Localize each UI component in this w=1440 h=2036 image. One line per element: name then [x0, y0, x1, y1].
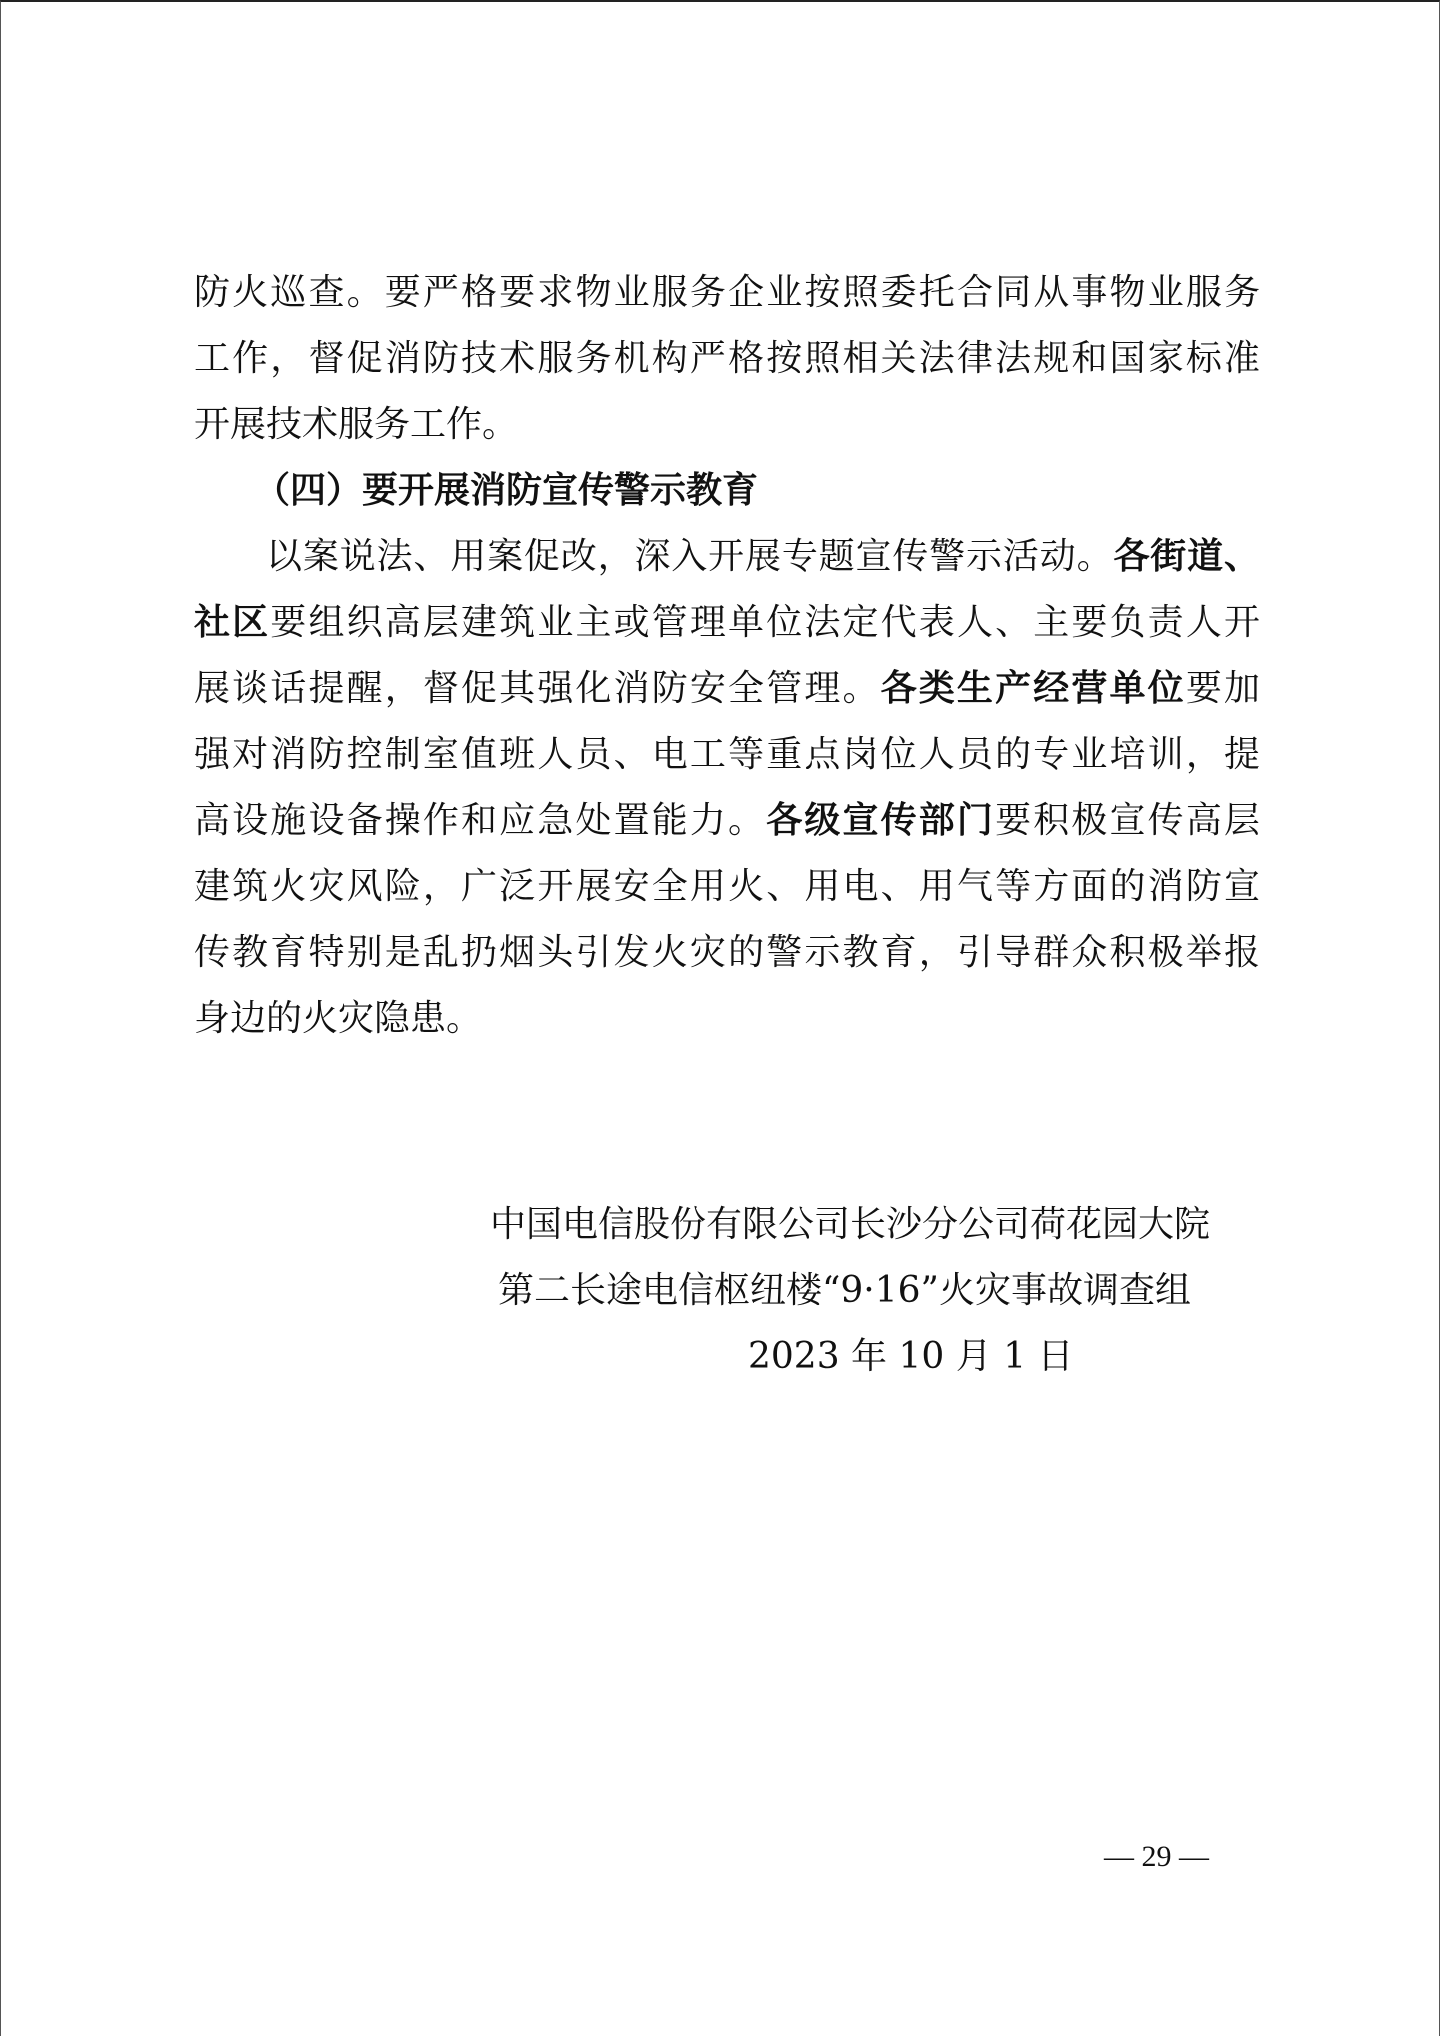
body-text: 高设施设备操作和应急处置能力。 — [194, 800, 767, 841]
body-text: 要加 — [1185, 668, 1260, 709]
paragraph-line: 开展技术服务工作。 — [194, 404, 519, 445]
body-text: 要组织高层建筑业主或管理单位法定代表人、主要负责人开 — [270, 602, 1260, 643]
paragraph-line — [266, 526, 1260, 588]
paragraph-line: 建筑火灾风险，广泛开展安全用火、用电、用气等方面的消防宣 — [194, 866, 1260, 907]
paragraph-line — [194, 658, 1260, 720]
paragraph-line — [194, 790, 1260, 852]
emphasis-text: 各街道、 — [1113, 536, 1260, 577]
body-text: 展谈话提醒，督促其强化消防安全管理。 — [194, 668, 881, 709]
paragraph-line: 强对消防控制室值班人员、电工等重点岗位人员的专业培训，提 — [194, 734, 1260, 775]
signature-group: 第二长途电信枢纽楼“9·16”火灾事故调查组 — [498, 1270, 1191, 1311]
emphasis-text: 各级宣传部门 — [766, 800, 996, 841]
paragraph-line: 传教育特别是乱扔烟头引发火灾的警示教育，引导群众积极举报 — [194, 932, 1260, 973]
emphasis-text: 社区 — [194, 602, 271, 643]
paragraph-line: 身边的火灾隐患。 — [194, 998, 483, 1039]
section-heading: （四）要开展消防宣传警示教育 — [254, 470, 759, 511]
paragraph-line: 工作，督促消防技术服务机构严格按照相关法律法规和国家标准 — [194, 338, 1260, 379]
emphasis-text: 各类生产经营单位 — [880, 668, 1186, 709]
body-text: 要积极宣传高层 — [995, 800, 1260, 841]
paragraph-line: 防火巡查。要严格要求物业服务企业按照委托合同从事物业服务 — [194, 272, 1260, 313]
signature-organization: 中国电信股份有限公司长沙分公司荷花园大院 — [490, 1204, 1211, 1245]
signature-date: 2023 年 10 月 1 日 — [748, 1336, 1074, 1377]
body-text: 以案说法、用案促改，深入开展专题宣传警示活动。 — [266, 536, 1114, 577]
page-number: — 29 — — [1104, 1840, 1209, 1873]
paragraph-line — [194, 592, 1260, 654]
